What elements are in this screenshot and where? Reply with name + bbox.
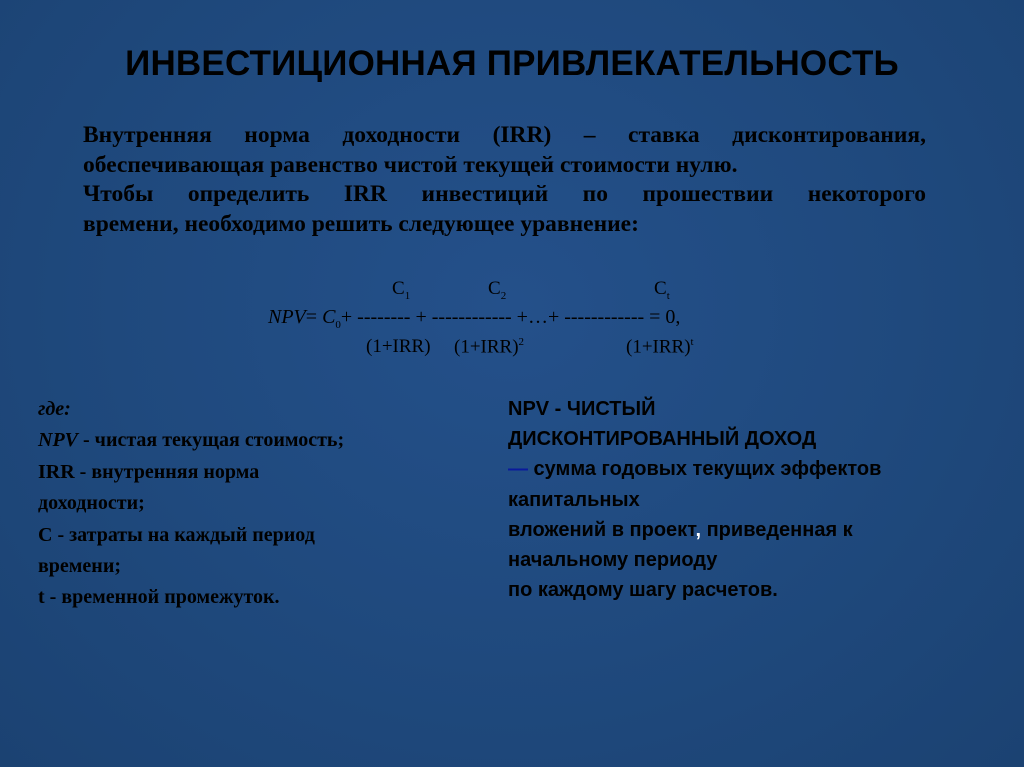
intro-line-1: Внутренняя норма доходности (IRR) – ставка дисконтирования, <box>83 122 926 148</box>
npv-heading-line-1: NPV - ЧИСТЫЙ <box>508 398 656 420</box>
npv-desc-line-4: капитальных <box>508 488 640 511</box>
definition-c-line-1: С - затраты на каждый период <box>38 523 315 546</box>
formula-denominator-t: $(1+IRR)^t$ <box>626 336 694 358</box>
intro-line-3: Чтобы определить IRR инвестиций по прошествии некоторого <box>83 181 926 208</box>
formula-numerator-1: $C_1$ <box>392 278 411 302</box>
where-label: где: <box>38 398 71 420</box>
formula-numerator-2: $C_2$ <box>488 278 507 302</box>
formula-npv-symbol: NPV <box>268 306 306 328</box>
definition-irr-line-2: доходности; <box>38 492 145 515</box>
definition-irr-line-1: IRR - внутренняя норма <box>38 460 260 483</box>
slide-title: ИНВЕСТИЦИОННАЯ ПРИВЛЕКАТЕЛЬНОСТЬ <box>125 44 899 83</box>
npv-definition <box>508 394 1008 605</box>
formula-denominator-2: $(1+IRR)^2$ <box>454 336 525 358</box>
formula-main-line: $NPV= C_0+$ -------- + ------------ +…+ ------------ = 0, <box>268 306 681 331</box>
formula-numerator-t: $C_t$ <box>654 278 670 302</box>
npv-desc-line-3: — сумма годовых текущих эффектов <box>508 458 882 481</box>
npv-desc-line-7: по каждому шагу расчетов. <box>508 579 778 602</box>
intro-paragraph <box>83 121 926 239</box>
definition-c-line-2: времени; <box>38 555 122 578</box>
definition-npv: NPV - чистая текущая стоимость; <box>38 429 345 452</box>
definition-t: t - временной промежуток. <box>38 586 280 609</box>
npv-desc-line-6: начальному периоду <box>508 549 718 572</box>
npv-heading-line-2: ДИСКОНТИРОВАННЫЙ ДОХОД <box>508 428 817 451</box>
definitions-list <box>38 394 458 614</box>
formula-terms: + -------- + ------------ +…+ ------------ = 0, <box>340 306 681 328</box>
formula-denominator-1: (1+IRR) <box>366 336 431 357</box>
npv-desc-line-5: вложений в проект, приведенная к <box>508 518 853 541</box>
npv-dash: — <box>508 458 528 481</box>
intro-line-4: времени, необходимо решить следующее уравнение: <box>83 210 639 237</box>
intro-line-2: обеспечивающая равенство чистой текущей стоимости нулю. <box>83 151 738 178</box>
